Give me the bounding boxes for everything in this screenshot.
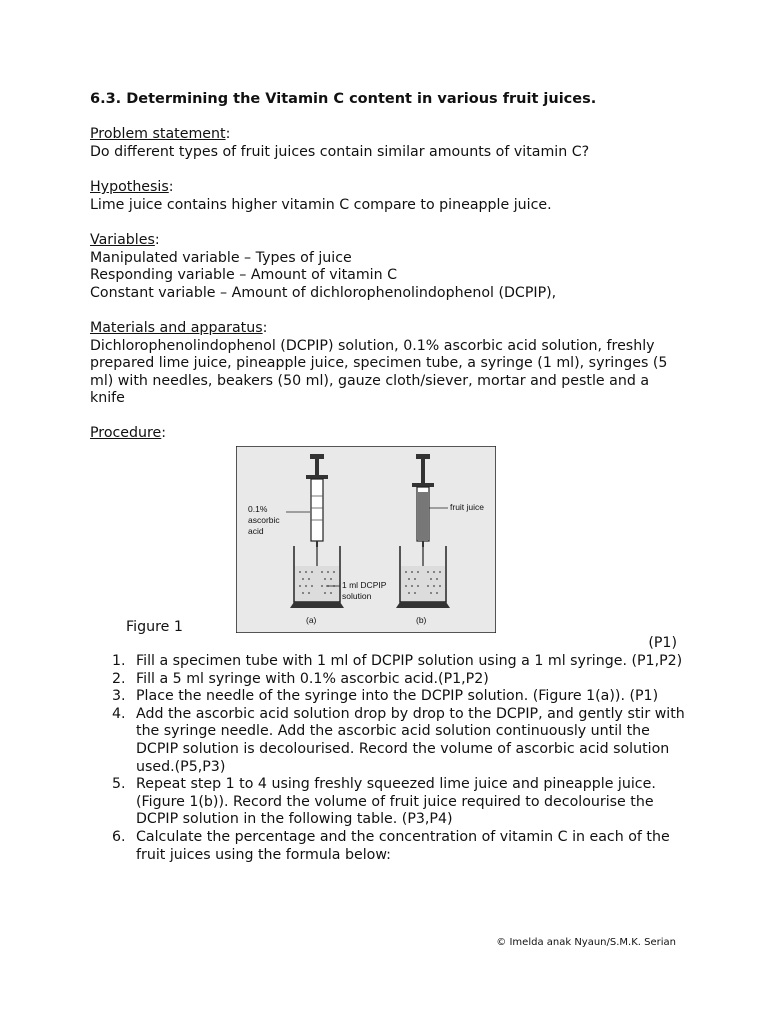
- figure-label: Figure 1: [126, 619, 183, 635]
- label-acid-1: 0.1%: [248, 504, 268, 514]
- hypothesis-text: Lime juice contains higher vitamin C compare to pineapple juice.: [90, 196, 552, 213]
- copyright-footer: © Imelda anak Nyaun/S.M.K. Serian: [496, 937, 676, 948]
- list-item: [90, 688, 690, 706]
- procedure-heading: Procedure: [90, 425, 162, 441]
- materials-heading: Materials and apparatus: [90, 320, 263, 336]
- caption-b: (b): [416, 615, 427, 625]
- problem-statement-section: Problem statement: Do different types of fruit juices contain similar amounts of vitamin C?: [90, 126, 690, 161]
- list-item: [90, 829, 690, 864]
- label-acid-3: acid: [248, 526, 264, 536]
- materials-text: Dichlorophenolindophenol (DCPIP) solution, 0.1% ascorbic acid solution, freshly prepared lime juice, pineapple juice, specimen tube, a syringe (1 ml), syringes (5 ml) with needles, beakers (50 ml), gauze cloth/siever, mortar and pestle and a knife: [90, 337, 668, 407]
- problem-text: Do different types of fruit juices contain similar amounts of vitamin C?: [90, 143, 590, 160]
- step-text: Place the needle of the syringe into the DCPIP solution. (Figure 1(a)). (P1): [136, 688, 659, 705]
- responding-variable: Responding variable – Amount of vitamin C: [90, 267, 398, 284]
- hypothesis-heading: Hypothesis: [90, 179, 169, 195]
- syringe-figure: [236, 446, 496, 633]
- caption-a: (a): [306, 615, 317, 625]
- manipulated-variable: Manipulated variable – Types of juice: [90, 249, 352, 266]
- page-title: 6.3. Determining the Vitamin C content in various fruit juices.: [90, 91, 597, 107]
- list-item: [90, 671, 690, 689]
- step-number: 6.: [112, 828, 126, 845]
- step-number: 4.: [112, 705, 126, 722]
- step-text: Repeat step 1 to 4 using freshly squeezed lime juice and pineapple juice. (Figure 1(b)). Record the volume of fruit juice required to decolourise the DCPIP solution in the following table. (P3,P4): [136, 776, 656, 828]
- constant-variable: Constant variable – Amount of dichlorophenolindophenol (DCPIP),: [90, 284, 557, 301]
- variables-heading: Variables: [90, 232, 155, 248]
- materials-section: Materials and apparatus: Dichlorophenolindophenol (DCPIP) solution, 0.1% ascorbic acid solution, freshly prepared lime juice, pineapple juice, specimen tube, a syringe (1 ml), syringes (5 ml) with needles, beakers (50 ml), gauze cloth/siever, mortar and pestle and a knife: [90, 320, 690, 408]
- step-text: Add the ascorbic acid solution drop by drop to the DCPIP, and gently stir with the syringe needle. Add the ascorbic acid solution continuously until the DCPIP solution is decolourised. Record the volume of ascorbic acid solution used.(P5,P3): [136, 705, 685, 775]
- procedure-steps: [90, 653, 690, 864]
- label-dcpip-2: solution: [342, 591, 372, 601]
- step-number: 5.: [112, 776, 126, 793]
- step-text: Fill a 5 ml syringe with 0.1% ascorbic acid.(P1,P2): [136, 670, 489, 687]
- figure-tag: (P1): [648, 635, 677, 651]
- step-text: Fill a specimen tube with 1 ml of DCPIP solution using a 1 ml syringe. (P1,P2): [136, 653, 683, 669]
- step-number: 3.: [112, 688, 126, 705]
- label-juice: fruit juice: [450, 502, 485, 512]
- label-acid-2: ascorbic: [248, 515, 280, 525]
- step-text: Calculate the percentage and the concentration of vitamin C in each of the fruit juices using the formula below:: [136, 828, 670, 863]
- step-number: 2.: [112, 670, 126, 687]
- list-item: [90, 776, 690, 829]
- list-item: [90, 653, 690, 671]
- hypothesis-section: Hypothesis: Lime juice contains higher vitamin C compare to pineapple juice.: [90, 179, 690, 214]
- variables-section: Variables: Manipulated variable – Types of juice Responding variable – Amount of vitamin C Constant variable – Amount of dichlorophenolindophenol (DCPIP),: [90, 232, 690, 302]
- procedure-heading-row: Procedure:: [90, 425, 167, 441]
- problem-heading: Problem statement: [90, 126, 226, 142]
- step-number: 1.: [112, 653, 126, 669]
- label-dcpip-1: 1 ml DCPIP: [342, 580, 387, 590]
- list-item: [90, 706, 690, 776]
